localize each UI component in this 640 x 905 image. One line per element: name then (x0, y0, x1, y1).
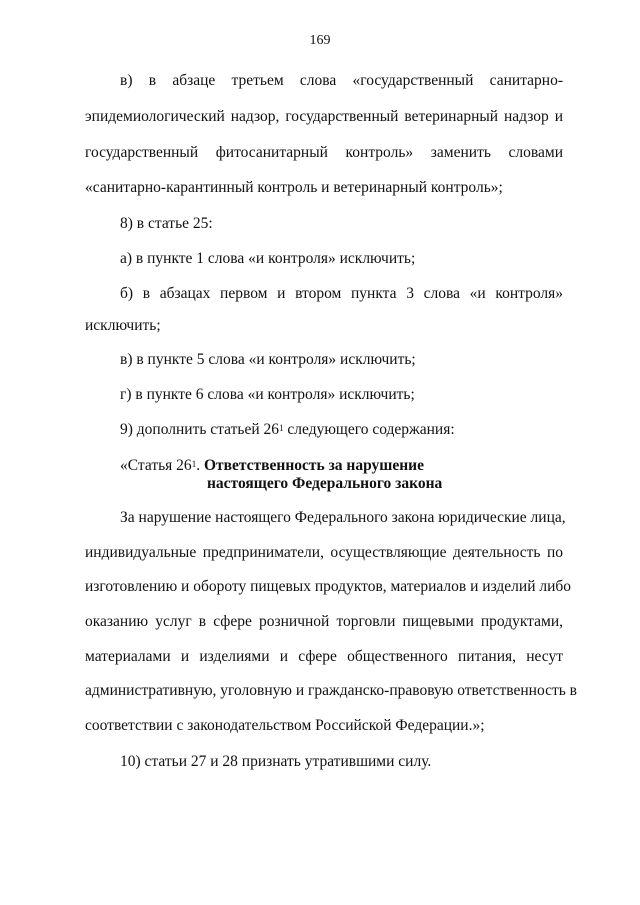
text-line: исключить; (85, 317, 161, 334)
text-line: изготовлению и обороту пищевых продуктов, материалов и изделий либо (85, 578, 572, 595)
text-line: а) в пункте 1 слова «и контроля» исключить; (120, 250, 416, 267)
superscript: 1 (279, 423, 284, 433)
article-label: «Статья 26 (120, 457, 192, 474)
text-line: в) в абзаце третьем слова «государственный санитарно- (120, 72, 563, 89)
text-line: г) в пункте 6 слова «и контроля» исключить; (120, 386, 415, 403)
text-line (120, 420, 563, 440)
superscript: 1 (191, 459, 197, 469)
text-line: За нарушение настоящего Федерального закона юридические лица, (120, 509, 566, 526)
text-fragment: следующего содержания: (283, 421, 455, 438)
text-line: административную, уголовную и гражданско-правовую ответственность в (85, 682, 577, 699)
article-title-continued: настоящего Федерального закона (207, 475, 443, 492)
text-line: эпидемиологический надзор, государственный ветеринарный надзор и (85, 108, 563, 125)
text-line: б) в абзацах первом и втором пункта 3 слова «и контроля» (120, 285, 563, 302)
text-line: государственный фитосанитарный контроль» заменить словами (85, 144, 563, 161)
text-fragment: 9) дополнить статьей 26 (120, 421, 280, 438)
text-line: 8) в статье 25: (120, 215, 213, 232)
article-title: Ответственность за нарушение (203, 457, 424, 474)
text-line: 10) статьи 27 и 28 признать утратившими силу. (120, 753, 432, 770)
text-line: оказанию услуг в сфере розничной торговли пищевыми продуктами, (85, 613, 563, 630)
article-heading (120, 456, 598, 476)
text-fragment: . (196, 457, 204, 474)
text-line: «санитарно-карантинный контроль и ветеринарный контроль»; (85, 179, 503, 196)
text-line: индивидуальные предприниматели, осуществляющие деятельность по (85, 544, 563, 561)
page-number: 169 (309, 33, 331, 48)
text-line: материалами и изделиями и сфере общественного питания, несут (85, 648, 563, 665)
text-line: в) в пункте 5 слова «и контроля» исключить; (120, 351, 416, 368)
text-line: соответствии с законодательством Российской Федерации.»; (85, 717, 485, 734)
